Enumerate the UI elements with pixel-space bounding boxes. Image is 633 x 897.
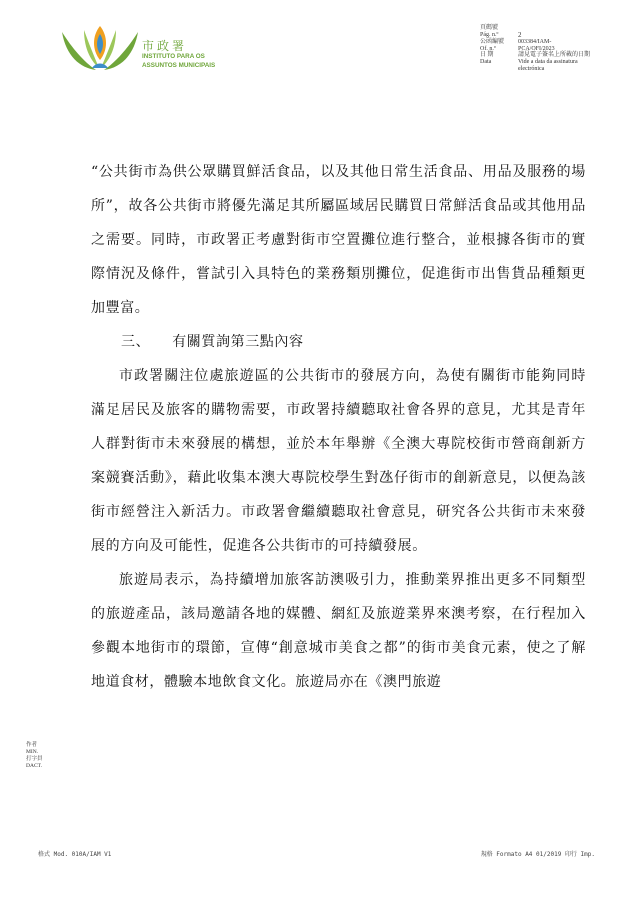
paragraph-tourism-office: 旅遊局表示，為持續增加旅客訪澳吸引力，推動業界推出更多不同類型的旅遊產品，該局邀請各地的媒體、網紅及旅遊業界來澳考察，在行程加入參觀本地街市的環節，宣傳“創意城市美食之都”的街市美食元素，使之了解地道食材，體驗本地飲食文化。旅遊局亦在《澳門旅遊 (91, 572, 586, 690)
page-label-pt: Pág. n.º (480, 31, 499, 38)
format-footer: 規格 Formato A4 01/2019 印行 Imp. (480, 851, 595, 858)
logo-name-pt-line2: ASSUNTOS MUNICIPAIS (142, 61, 216, 69)
author-margin-note (26, 742, 43, 770)
form-model-footer: 格式 Mod. 010A/IAM V1 (38, 851, 112, 858)
paragraph-market-purpose: “公共街市為供公眾購買鮮活食品，以及其他日常生活食品、用品及服務的場所”，故各公共街市將優先滿足其所屬區域居民購買日常鮮活食品或其他用品之需要。同時，市政署正考慮對街市空置攤位進行整合，並根據各街市的實際情況及條件，嘗試引入具特色的業務類別攤位，促進街市出售貨品種類更加豐富。 (91, 164, 586, 316)
author-label-pt: MIN. (26, 748, 39, 755)
section-heading (91, 325, 586, 359)
date-label-pt: Data (480, 59, 492, 66)
page-label-zh: 頁碼號 (480, 25, 499, 31)
doc-label-pt: Of. n.º (480, 45, 496, 52)
author-label-zh: 作者 (26, 742, 38, 748)
doc-number-line1: 003384/IAM- (518, 39, 552, 46)
date-value-pt-line1: Vide a data da assinatura (518, 59, 578, 66)
section-number: 三、 (121, 334, 151, 350)
document-reference-block (480, 25, 610, 72)
iam-logo (58, 22, 218, 72)
letter-body (91, 155, 586, 699)
date-value-pt-line2: electrónica (518, 65, 545, 72)
typist-label-pt: DACT. (26, 762, 42, 769)
iam-emblem-icon (58, 22, 142, 72)
page-number: 2 (518, 30, 522, 39)
doc-label-zh: 公函編號 (480, 39, 505, 46)
date-value-zh: 請見電子簽名上所載的日期 (518, 52, 591, 59)
section-title: 有關質詢第三點內容 (172, 334, 304, 350)
paragraph-market-development: 市政署關注位處旅遊區的公共街市的發展方向，為使有關街市能夠同時滿足居民及旅客的購物需要，市政署持續聽取社會各界的意見，尤其是青年人群對街市未來發展的構想，並於本年舉辦《全澳大專院校街市營商創新方案競賽活動》，藉此收集本澳大專院校學生對氹仔街市的創新意見，以便為該街市經營注入新活力。市政署會繼續聽取社會意見，研究各公共街市未來發展的方向及可能性，促進各公共街市的可持續發展。 (91, 368, 586, 554)
date-label-zh: 日 期 (480, 52, 494, 59)
logo-name-zh: 市政署 (142, 39, 188, 53)
logo-name-pt-line1: INSTITUTO PARA OS (142, 53, 205, 60)
typist-label-zh: 打字員 (26, 755, 43, 762)
doc-number-line2: PCA/OFI/2023 (518, 45, 555, 52)
